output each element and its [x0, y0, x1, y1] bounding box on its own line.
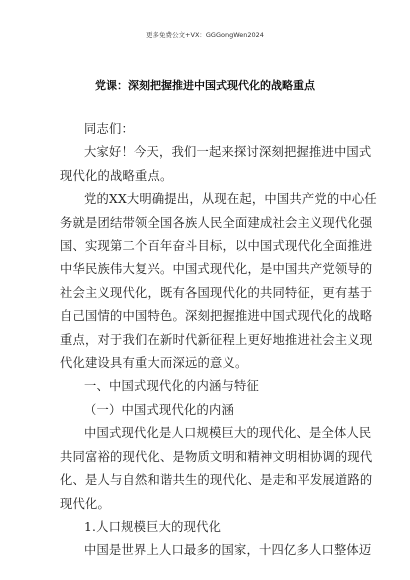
paragraph-population — [60, 539, 372, 562]
text-line: 现代化。 — [60, 496, 110, 511]
paragraph-connotation — [60, 422, 373, 516]
text-line: 党的XX大明确提出，从现在起，中国共产党的中心任 — [84, 192, 377, 207]
point-heading-1 — [60, 516, 350, 539]
text-line: 中华民族伟大复兴。中国式现代化，是中国共产党领导的 — [60, 262, 373, 277]
text-line: 中国式现代化是人口规模巨大的现代化、是全体人民 — [84, 426, 372, 441]
paragraph-congress — [60, 188, 377, 375]
text-line: 社会主义现代化，既有各国现代化的共同特征，更有基于 — [60, 285, 373, 300]
heading-text: 一、中国式现代化的内涵与特征 — [84, 379, 259, 394]
text-line: 大家好！今天，我们一起来探讨深刻把握推进中国式 — [84, 145, 372, 160]
paragraph-intro — [60, 141, 372, 188]
text-line: 现代化的战略重点。 — [60, 168, 173, 183]
text-line: 国、实现第二个百年奋斗目标，以中国式现代化全面推进 — [60, 239, 373, 254]
text-line: 共同富裕的现代化、是物质文明和精神文明相协调的现代 — [60, 449, 373, 464]
document-body — [60, 118, 377, 563]
heading-text: （一）中国式现代化的内涵 — [84, 402, 234, 417]
text-line: 代化建设具有重大而深远的意义。 — [60, 356, 248, 371]
header-note: 更多免费公文+VX：GGGongWen2024 — [146, 31, 264, 39]
text-line: 化、是人与自然和谐共生的现代化、是走和平发展道路的 — [60, 473, 373, 488]
text-line: 务就是团结带领全国各族人民全面建成社会主义现代化强 — [60, 215, 373, 230]
text-line: 重点，对于我们在新时代新征程上更好地推进社会主义现 — [60, 332, 373, 347]
salutation: 同志们： — [84, 122, 134, 136]
text-line: 中国是世界上人口最多的国家，十四亿多人口整体迈 — [84, 543, 372, 558]
section-heading-1 — [60, 375, 350, 398]
document-title: 党课：深刻把握推进中国式现代化的战略重点 — [95, 79, 315, 92]
text-line: 自己国情的中国特色。深刻把握推进中国式现代化的战略 — [60, 309, 373, 324]
subsection-heading-1 — [60, 399, 350, 422]
heading-text: 1.人口规模巨大的现代化 — [84, 519, 222, 534]
